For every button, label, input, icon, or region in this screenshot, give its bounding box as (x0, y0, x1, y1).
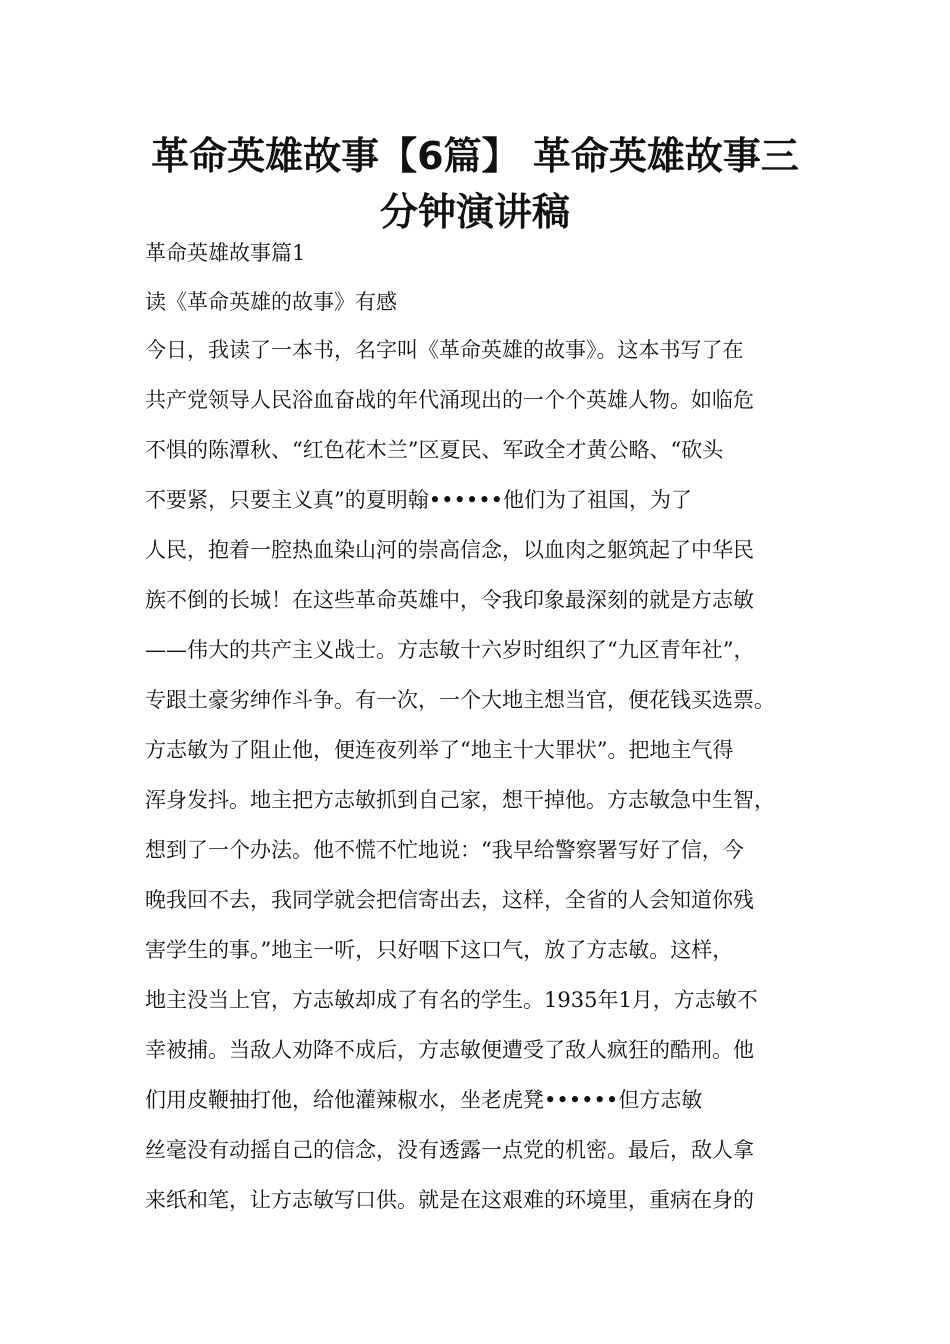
body-line: ——伟大的共产主义战士。方志敏十六岁时组织了“九区青年社”， (145, 638, 755, 662)
body-line: 族不倒的长城！在这些革命英雄中，令我印象最深刻的就是方志敏 (145, 588, 754, 612)
title-line-2: 分钟演讲稿 (379, 190, 570, 234)
body-line: 丝毫没有动摇自己的信念，没有透露一点党的机密。最后，敌人拿 (145, 1138, 754, 1162)
document-title (100, 128, 850, 240)
subheading: 读《革命英雄的故事》有感 (145, 290, 397, 314)
body-line: 晚我回不去，我同学就会把信寄出去，这样，全省的人会知道你残 (145, 888, 754, 912)
body-line: 不要紧，只要主义真”的夏明翰••••••他们为了祖国，为了 (145, 488, 693, 512)
body-line: 方志敏为了阻止他，便连夜列举了“地主十大罪状”。把地主气得 (145, 738, 734, 762)
body-line: 们用皮鞭抽打他，给他灌辣椒水，坐老虎凳••••••但方志敏 (145, 1088, 703, 1112)
body-line: 专跟土豪劣绅作斗争。有一次，一个大地主想当官，便花钱买选票。 (145, 688, 775, 712)
body-line: 人民，抱着一腔热血染山河的崇高信念，以血肉之躯筑起了中华民 (145, 538, 754, 562)
title-line-1: 革命英雄故事【6篇】 革命英雄故事三 (151, 134, 799, 178)
section-heading: 革命英雄故事篇1 (145, 241, 306, 265)
body-line: 不惧的陈潭秋、“红色花木兰”区夏民、军政全才黄公略、“砍头 (145, 438, 724, 462)
body-line: 来纸和笔，让方志敏写口供。就是在这艰难的环境里，重病在身的 (145, 1188, 754, 1212)
body-line: 害学生的事。”地主一听，只好咽下这口气，放了方志敏。这样， (145, 938, 734, 962)
body-line: 想到了一个办法。他不慌不忙地说：“我早给警察署写好了信，今 (145, 838, 744, 862)
body-line: 共产党领导人民浴血奋战的年代涌现出的一个个英雄人物。如临危 (145, 388, 754, 412)
body-line: 幸被捕。当敌人劝降不成后，方志敏便遭受了敌人疯狂的酷刑。他 (145, 1038, 754, 1062)
body-line: 浑身发抖。地主把方志敏抓到自己家，想干掉他。方志敏急中生智， (145, 788, 775, 812)
body-line: 地主没当上官，方志敏却成了有名的学生。1935年1月，方志敏不 (145, 988, 758, 1012)
body-line: 今日，我读了一本书，名字叫《革命英雄的故事》。这本书写了在 (145, 338, 744, 362)
